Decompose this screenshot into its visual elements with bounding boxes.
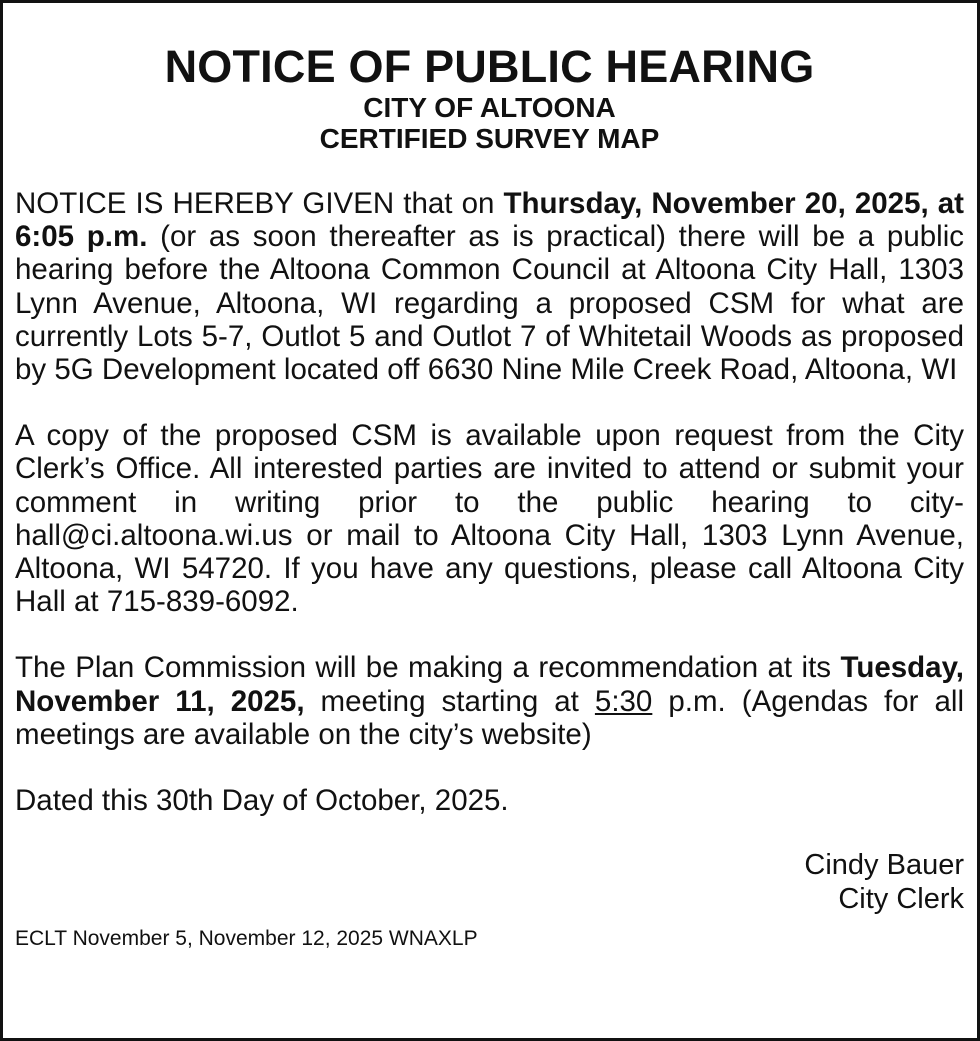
signature-block [15, 848, 964, 916]
hearing-details: (or as soon thereafter as is practical) there will be a public hearing before the Altoona Common Council at Altoona City Hall, 1303 Lynn Avenue, Altoona, WI regarding a proposed CSM for what are currently Lots 5-7, Outlot 5 and Outlot 7 of Whitetail Woods as proposed by 5G Development located off 6630 Nine Mile Creek Road, Altoona, WI [15, 220, 964, 387]
signer-name: Cindy Bauer [804, 849, 964, 882]
hearing-intro: NOTICE IS HEREBY GIVEN that on [15, 187, 504, 220]
hearing-paragraph [15, 187, 964, 386]
plan-intro: The Plan Commission will be making a recommendation at its [15, 651, 841, 685]
notice-title: NOTICE OF PUBLIC HEARING [164, 41, 815, 92]
plan-commission-paragraph [15, 651, 964, 751]
notice-subject: CERTIFIED SURVEY MAP [319, 123, 660, 154]
plan-meeting-date: Tuesday, November 11, 2025, [15, 651, 964, 718]
plan-meeting-time: 5:30 [594, 684, 653, 718]
dated-line: Dated this 30th Day of October, 2025. [15, 784, 509, 818]
hearing-date: Thursday, November 20, 2025, at 6:05 p.m. [15, 187, 965, 254]
plan-meeting-text: meeting starting at [304, 684, 595, 718]
publication-line: ECLT November 5, November 12, 2025 WNAXLP [15, 927, 478, 951]
comment-paragraph: A copy of the proposed CSM is available upon request from the City Clerk’s Office. All interested parties are invited to attend or submit your comment in writing prior to the public hearing to cityhall@ci.altoona.wi.us or mail to Altoona City Hall, 1303 Lynn Avenue, Altoona, WI 54720. If you have any questions, please call Altoona City Hall at 715-839-6092. [15, 419, 964, 619]
plan-agenda-note: p.m. (Agendas for all meetings are available on the city’s website) [15, 684, 965, 751]
city-name: CITY OF ALTOONA [363, 92, 616, 123]
signer-title: City Clerk [838, 883, 964, 916]
